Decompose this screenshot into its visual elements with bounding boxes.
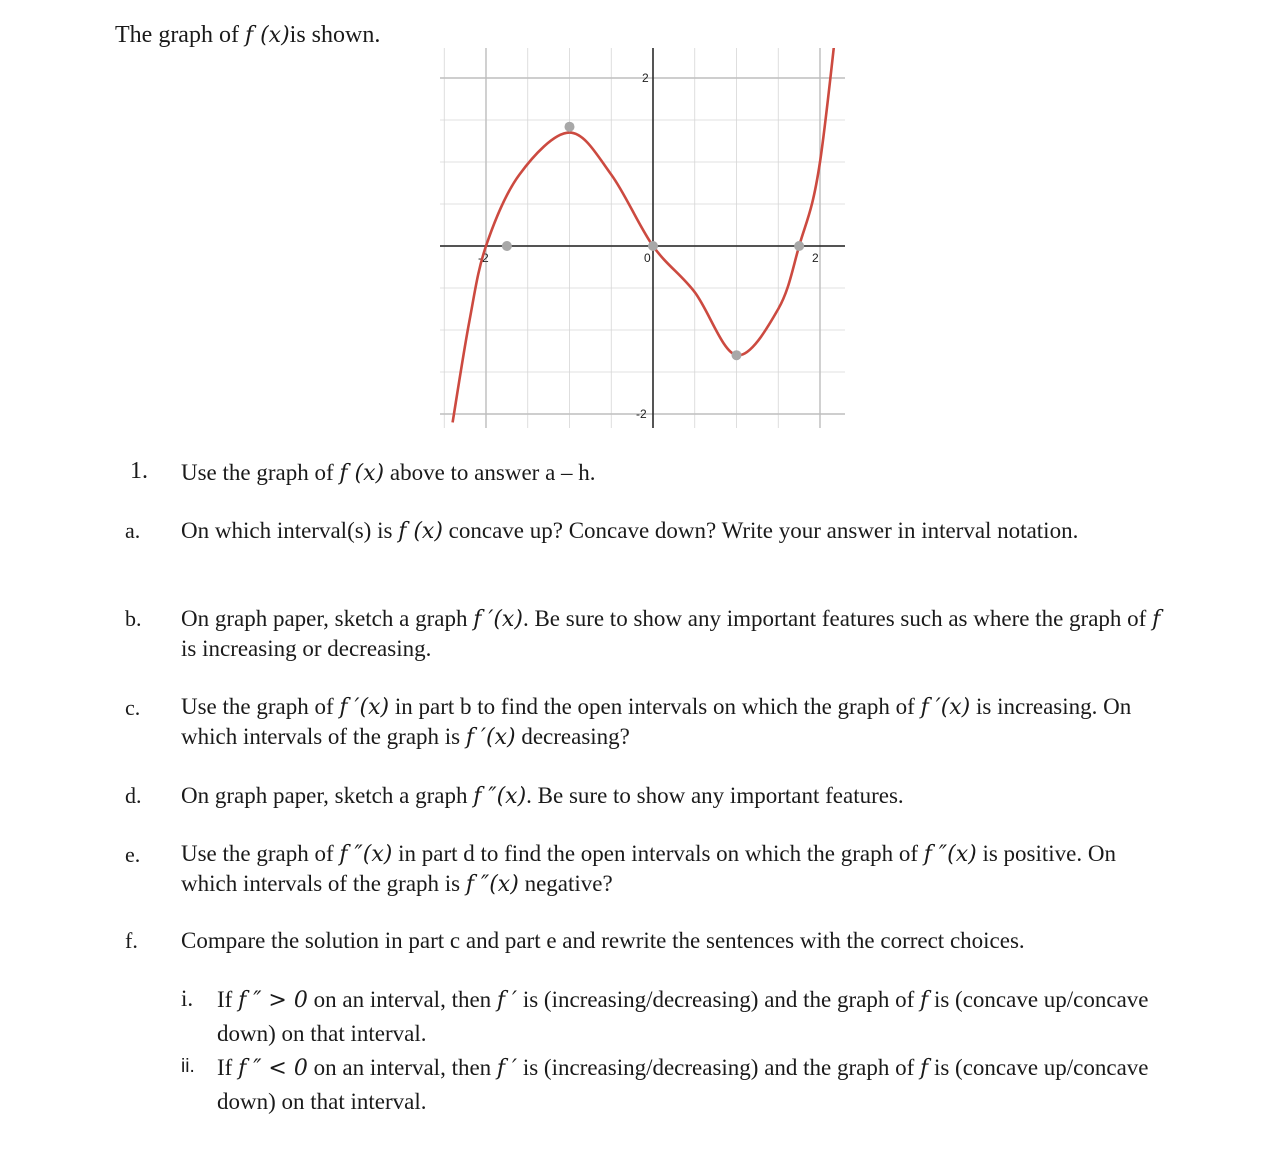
item-a-letter: a. — [125, 518, 141, 543]
x-tick-label: 0 — [644, 251, 651, 265]
key-point — [648, 241, 658, 251]
math-expression: f ′(x) — [465, 725, 516, 750]
math-expression: f ′(x) — [473, 607, 523, 632]
grid-lines — [440, 48, 845, 428]
math-expression: f ″(x) — [339, 842, 393, 867]
math-expression: f — [920, 988, 929, 1013]
subitem-i-letter: i. — [181, 986, 194, 1011]
text-run: concave up? Concave down? Write your answer in interval notation. — [442, 518, 1079, 543]
text-run: is (concave up/concave down) on that interval. — [217, 987, 1149, 1046]
text-run: is (increasing/decreasing) and the graph of — [517, 1055, 921, 1080]
text-run: Use the graph of — [181, 694, 340, 719]
key-point — [565, 122, 575, 132]
key-point — [732, 350, 742, 360]
question-number: 1. — [130, 458, 148, 484]
math-expression: f — [920, 1056, 929, 1081]
math-expression: f (x) — [398, 519, 443, 544]
y-tick-label: -2 — [636, 407, 647, 421]
text-run: on an interval, then — [307, 1055, 497, 1080]
item-b-letter: b. — [125, 606, 142, 631]
text-run: negative? — [518, 871, 613, 896]
text-run: On graph paper, sketch a graph — [181, 783, 474, 808]
text-run: on an interval, then — [307, 987, 497, 1012]
subitem-i-text — [217, 983, 1157, 1050]
text-run: If — [217, 1055, 239, 1080]
item-e-letter: e. — [125, 842, 141, 867]
function-curve — [453, 0, 845, 422]
text-run: Compare the solution in part c and part e and rewrite the sentences with the correct choices. — [181, 928, 1025, 953]
item-f-text — [181, 926, 1171, 955]
text-run: in part b to find the open intervals on which the graph of — [389, 694, 921, 719]
item-d-letter: d. — [125, 783, 142, 808]
text-run: On graph paper, sketch a graph — [181, 606, 474, 631]
item-a-text — [181, 516, 1171, 546]
item-d-text — [181, 781, 1171, 811]
axes — [440, 48, 845, 428]
text-run: is increasing. On which intervals of the graph is — [181, 694, 1132, 749]
text-run: If — [217, 987, 239, 1012]
text-run: is (increasing/decreasing) and the graph of — [517, 987, 921, 1012]
text-run: Use the graph of — [181, 460, 340, 485]
x-tick-label: -2 — [478, 251, 489, 265]
math-expression: f ″(x) — [923, 842, 977, 867]
text-run: Use the graph of — [181, 841, 340, 866]
text-run: is positive. On which intervals of the graph is — [181, 841, 1116, 896]
math-expression: f ″ < 0 — [238, 1056, 308, 1081]
item-c-text — [181, 692, 1171, 752]
math-expression: f (x) — [339, 461, 385, 486]
item-e-text — [181, 839, 1171, 899]
math-expression: f ″(x) — [473, 784, 527, 809]
item-c-letter: c. — [125, 695, 141, 720]
math-expression: f ′ — [496, 988, 518, 1013]
math-expression: f ″ > 0 — [238, 988, 308, 1013]
math-expression: f ′ — [496, 1056, 518, 1081]
text-run: On which interval(s) is — [181, 518, 399, 543]
item-b-text — [181, 604, 1171, 663]
y-tick-label: 2 — [642, 71, 649, 85]
subitem-ii-text — [217, 1051, 1157, 1118]
key-point — [502, 241, 512, 251]
math-expression: f ″(x) — [465, 872, 519, 897]
question-stem — [181, 458, 1171, 488]
math-expression: f ′(x) — [339, 695, 390, 720]
function-graph — [0, 0, 1284, 440]
text-run: . Be sure to show any important features such as where the graph of — [522, 606, 1153, 631]
subitem-ii-letter: ii. — [181, 1056, 195, 1077]
text-run: in part d to find the open intervals on which the graph of — [392, 841, 924, 866]
text-run: . Be sure to show any important features. — [526, 783, 904, 808]
intro-function: f (x) — [244, 23, 290, 48]
text-run: above to answer a – h. — [384, 460, 596, 485]
x-tick-label: 2 — [812, 251, 819, 265]
text-run: is (concave up/concave down) on that interval. — [217, 1055, 1149, 1114]
math-expression: f ′(x) — [920, 695, 971, 720]
key-point — [794, 241, 804, 251]
text-run: is increasing or decreasing. — [181, 636, 432, 661]
text-run: decreasing? — [515, 724, 630, 749]
item-f-letter: f. — [125, 928, 138, 953]
intro-prefix: The graph of — [115, 22, 245, 48]
intro-suffix: is shown. — [289, 22, 381, 48]
math-expression: f — [1152, 607, 1161, 632]
